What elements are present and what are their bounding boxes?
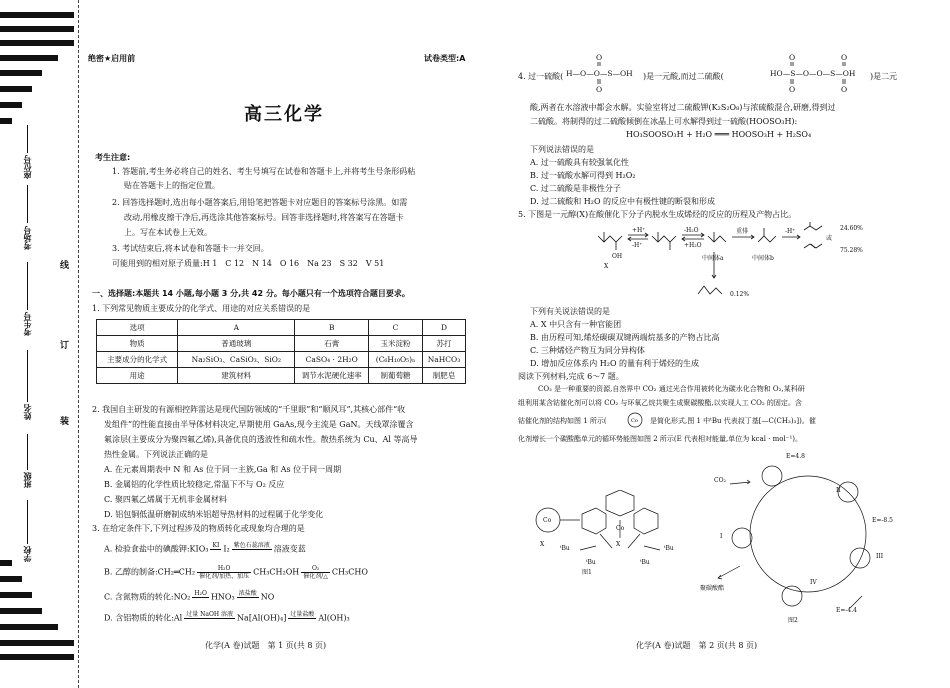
passage-line: 钴催化剂的结构如图 1 所示( (518, 417, 607, 425)
passage-line: CO₂ 是一种重要的资源,自然界中 CO₂ 通过光合作用被转化为碳水化合物和 O₂,某科研 (538, 385, 805, 393)
oxygen-label: O (596, 85, 603, 94)
intermediate-b-label: 中间体b (752, 255, 774, 262)
svg-text:Co: Co (616, 525, 625, 532)
table-header-cell: D (422, 320, 465, 336)
oh-label: OH (612, 253, 623, 260)
figure-1 (520, 490, 700, 575)
polycarbonate-label: 聚碳酸酯 (700, 585, 725, 592)
notice-line: 2. 回答选择题时,选出每小题答案后,用铅笔把答题卡对应题目的答案标号涂黑。如需 (112, 198, 408, 207)
notice-line: 上。写在本试卷上无效。 (124, 228, 212, 237)
footer-left: 化学(A 卷)试题 第 1 页(共 8 页) (205, 641, 327, 650)
material-intro: 阅读下列材料,完成 6～7 题。 (518, 372, 624, 381)
table-cell: 物质 (97, 336, 178, 352)
table-cell: (C₆H₁₀O₅)ₙ (369, 352, 423, 368)
svg-text:-H₂O: -H₂O (684, 227, 699, 234)
svg-text:III: III (876, 553, 884, 560)
q2-line: 氟涂层(主要成分为聚四氟乙烯),具备优良的透波性和疏水性。散热系统为 Cu、Al 等高导 (104, 435, 418, 444)
q4-option: C. 过二硫酸是非极性分子 (530, 184, 621, 193)
svg-text:ᵗBu: ᵗBu (640, 559, 650, 566)
q4-line: 二硫酸。将制得的过二硫酸倾倒在冰晶上可水解得到过一硫酸(HOOSO₃H): (530, 117, 798, 126)
product-pct-3: 0.12% (730, 291, 750, 298)
q2-line: 发组件”的性能直接由半导体材料决定,早期使用 GaAs,现今主流是 GaN。天线罩涂覆含 (104, 420, 414, 429)
q3-option-b: B. 乙醇的制备:CH₂═CH₂ $\frac{\text{H₂O}}{\text{催化剂/加热、加压}}$ CH₃CH₂OH $\frac{\text{O₂}}{\text{催化剂/△}}$ CH₃CHO (104, 565, 368, 580)
q5-option: D. 增加反应体系内 H₂O 的量有利于烯烃的生成 (530, 359, 700, 368)
q3-option-c: C. 含氮物质的转化:NO₂ H₂O HNO₃ 浓盐酸 NO (104, 590, 275, 602)
svg-text:ᵗBu: ᵗBu (586, 559, 596, 566)
svg-text:+H⁺: +H⁺ (632, 227, 646, 234)
table-cell: 主要成分的化学式 (97, 352, 178, 368)
q3-stem: 3. 在给定条件下,下列过程涉及的物质转化或现象均合理的是 (92, 524, 305, 533)
exam-room-label: 考场号 (23, 226, 32, 250)
q4-line1-mid: )是一元酸,而过二硫酸( (643, 72, 724, 81)
q3-option-a: A. 检验食盐中的碘酸钾:KIO₃ KI I₂ 紫色石蕊溶液 溶液变蓝 (104, 542, 306, 554)
q2-option: B. 金属铝的化学性质比较稳定,常温下不与 O₂ 反应 (104, 480, 285, 489)
name-label: 姓名 (23, 404, 32, 420)
binding-strip (0, 0, 78, 688)
table-cell: CaSO₄ · 2H₂O (295, 352, 369, 368)
q4-line: 下列说法错误的是 (530, 145, 594, 154)
oxygen-label: O (596, 53, 603, 62)
q4-option: D. 过二硫酸和 H₂O 的反应中有极性键的断裂和形成 (530, 197, 716, 206)
cut-mark-install: 装 (60, 417, 70, 427)
q5-reaction-scheme (590, 222, 870, 304)
table-cell: NaHCO₃ (422, 352, 465, 368)
energy-1: E=4.8 (786, 453, 805, 460)
svg-text:Co: Co (543, 517, 552, 524)
svg-text:CO₂: CO₂ (714, 477, 726, 484)
oxygen-label: O (841, 85, 848, 94)
passage-line: 组利用某含钴催化剂可以将 CO₂ 与环氧乙烷共聚生成聚碳酸酯,以实现人工 CO₂ 的固定。含 (518, 399, 802, 407)
svg-text:+H₂O: +H₂O (684, 242, 702, 249)
svg-text:Co: Co (631, 418, 638, 424)
cut-mark-line: 线 (60, 261, 70, 271)
q4-line: 酸,两者在水溶液中都会水解。实验室将过二硫酸钾(K₂S₂O₈)与浓硫酸混合,研磨,得到过 (530, 103, 836, 112)
table-cell: Na₂SiO₃、CaSiO₃、SiO₂ (178, 352, 295, 368)
table-cell: 制肥皂 (422, 368, 465, 384)
svg-text:-H⁺: -H⁺ (785, 228, 796, 235)
table-cell: 玉米淀粉 (369, 336, 423, 352)
svg-text:ᵗBu: ᵗBu (664, 545, 674, 552)
table-cell: 石膏 (295, 336, 369, 352)
q2-option: D. 铝包铜低温研磨制成纳米铝超导热材料的过程属于化学变化 (104, 510, 324, 519)
q4-option: B. 过一硫酸水解可得到 H₂O₂ (530, 171, 636, 180)
svg-text:或: 或 (826, 235, 833, 242)
q3-option-d: D. 含铝物质的转化:Al 过量 NaOH 溶液 Na[Al(OH)₄] 过量盐酸 Al(OH)₃ (104, 611, 350, 623)
class-label: 班级 (23, 472, 32, 488)
svg-text:X: X (616, 541, 621, 548)
notice-line: 改动,用橡皮擦干净后,再选涂其他答案标号。回答非选择题时,将答案写在答题卡 (124, 213, 404, 222)
table-header-cell: 选项 (97, 320, 178, 336)
passage-line: 化剂增长一个碳酸酯单元的循环势能图如图 2 所示(E 代表相对能量,单位为 kcal · mol⁻¹)。 (518, 435, 802, 443)
notice-line: 贴在答题卡上的指定位置。 (124, 181, 220, 190)
q5-option: C. 三种烯烃产物互为同分异构体 (530, 346, 645, 355)
table-cell: 普通玻璃 (178, 336, 295, 352)
notice-heading: 考生注意: (95, 153, 131, 162)
figure-2-caption: 图2 (788, 617, 798, 624)
q4-line1: 4. 过一硫酸( (518, 72, 564, 81)
school-label: 学校 (23, 546, 32, 562)
table-cell: 苏打 (422, 336, 465, 352)
table-header-cell: B (295, 320, 369, 336)
svg-text:I: I (720, 533, 723, 540)
energy-2: E=-8.5 (872, 517, 893, 524)
table-cell: 调节水泥硬化速率 (295, 368, 369, 384)
simplified-co-icon (622, 410, 648, 430)
student-number-label: 考生号 (23, 312, 32, 336)
secret-label: 绝密★启用前 (88, 54, 136, 63)
table-header-cell: C (369, 320, 423, 336)
atomic-mass-line: 可能用到的相对原子质量:H 1 C 12 N 14 O 16 Na 23 S 32 V 51 (112, 259, 385, 268)
formula2: HO—S—O—O—S—OH (770, 69, 856, 78)
svg-text:-H⁺: -H⁺ (632, 242, 643, 249)
q4-option: A. 过一硫酸具有较强氧化性 (530, 158, 629, 167)
svg-text:II: II (836, 487, 841, 494)
q5-option: B. 由历程可知,烯烃碳碳双键两端烷基多的产物占比高 (530, 333, 720, 342)
x-label: X (604, 263, 609, 270)
passage-line: 是简化形式,图 1 中ᵗBu 代表叔丁基[—C(CH₃)₃])。催 (650, 417, 816, 425)
formula1: H—O—O—S—OH (566, 69, 633, 78)
product-pct-1: 24.60% (840, 225, 863, 232)
oxygen-label: O (789, 53, 796, 62)
q1-stem: 1. 下列常见物质主要成分的化学式、用途的对应关系错误的是 (92, 304, 311, 313)
q2-option: C. 聚四氟乙烯属于无机非金属材料 (104, 495, 227, 504)
table-cell: 制葡萄糖 (369, 368, 423, 384)
q5-stem: 5. 下图是一元醇(X)在酸催化下分子内脱水生成烯烃的反应的历程及产物占比。 (518, 210, 797, 219)
q5-option: A. X 中只含有一种官能团 (530, 320, 622, 329)
figure-1-caption: 图1 (582, 569, 592, 575)
product-pct-2: 75.28% (840, 247, 863, 254)
q1-table (96, 319, 466, 384)
energy-3: E=-4.4 (836, 607, 857, 614)
seat-number-label: 座位号 (23, 155, 32, 179)
table-header-cell: A (178, 320, 295, 336)
q2-option: A. 在元素周期表中 N 和 As 位于同一主族,Ga 和 As 位于同一周期 (104, 465, 342, 474)
paper-type: 试卷类型:A (424, 54, 466, 63)
q4-line1-post: )是二元 (870, 72, 898, 81)
notice-line: 3. 考试结束后,将本试卷和答题卡一并交回。 (112, 244, 269, 253)
q4-equation: HO₃SOOSO₃H + H₂O ═══ HOOSO₃H + H₂SO₄ (626, 130, 812, 139)
q2-line: 2. 我国自主研发的有源相控阵雷达是现代国防领域的“千里眼”和“顺风耳”,其核心部件“收 (92, 405, 406, 414)
footer-right: 化学(A 卷)试题 第 2 页(共 8 页) (636, 641, 758, 650)
svg-text:IV: IV (810, 579, 817, 586)
svg-text:X: X (540, 541, 545, 548)
section1-heading: 一、选择题:本题共 14 小题,每小题 3 分,共 42 分。每小题只有一个选项符合题目要求。 (92, 289, 410, 298)
svg-text:ᵗBu: ᵗBu (560, 545, 570, 552)
table-cell: 建筑材料 (178, 368, 295, 384)
q2-line: 热性金属。下列说法正确的是 (104, 450, 208, 459)
figure-2 (700, 446, 930, 624)
oxygen-label: O (789, 85, 796, 94)
intermediate-a-label: 中间体a (702, 255, 724, 262)
cut-mark-bind: 订 (60, 341, 70, 351)
svg-text:重排: 重排 (736, 228, 749, 235)
page-title: 高三化学 (244, 104, 324, 125)
table-cell: 用途 (97, 368, 178, 384)
notice-line: 1. 答题前,考生务必将自己的姓名、考生号填写在试卷和答题卡上,并将考生号条形码粘 (112, 167, 416, 176)
oxygen-label: O (841, 53, 848, 62)
q5-line: 下列有关说法错误的是 (530, 307, 610, 316)
